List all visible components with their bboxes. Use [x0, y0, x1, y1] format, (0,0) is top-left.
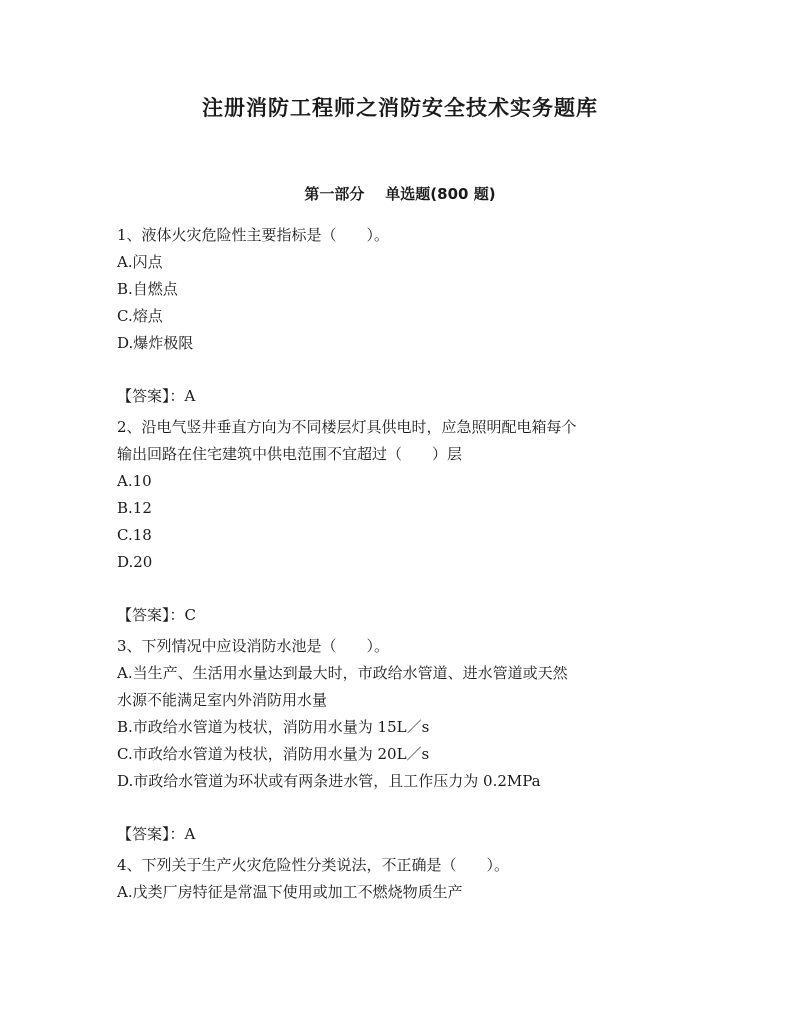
question-stem: 1、液体火灾危险性主要指标是（ ）。 — [117, 226, 390, 244]
option-a: A.当生产、生活用水量达到最大时，市政给水管道、进水管道或天然 — [117, 664, 568, 682]
option-c: C.市政给水管道为枝状，消防用水量为 20L／s — [117, 745, 430, 763]
answer-label: 【答案】： — [117, 825, 185, 843]
answer — [117, 383, 687, 410]
option-c: C.熔点 — [117, 307, 163, 325]
question-stem: 2、沿电气竖井垂直方向为不同楼层灯具供电时，应急照明配电箱每个 — [117, 418, 577, 436]
question-4 — [117, 852, 687, 906]
option-a: A.戊类厂房特征是常温下使用或加工不燃烧物质生产 — [117, 883, 463, 901]
question-stem-cont: 输出回路在住宅建筑中供电范围不宜超过（ ）层 — [117, 445, 463, 463]
section-title: 第一部分 单选题(800 题) — [304, 185, 496, 203]
option-d: D.爆炸极限 — [117, 334, 194, 352]
answer — [117, 821, 687, 848]
option-a: A.10 — [117, 472, 152, 490]
question-3 — [117, 633, 687, 848]
option-a-cont: 水源不能满足室内外消防用水量 — [117, 691, 328, 709]
answer-value: A — [184, 825, 196, 843]
answer — [117, 602, 687, 629]
option-c: C.18 — [117, 526, 152, 544]
question-stem: 4、下列关于生产火灾危险性分类说法，不正确是（ ）。 — [117, 856, 510, 874]
document-title: 注册消防工程师之消防安全技术实务题库 — [202, 96, 598, 120]
option-b: B.市政给水管道为枝状，消防用水量为 15L／s — [117, 718, 430, 736]
question-stem: 3、下列情况中应设消防水池是（ ）。 — [117, 637, 390, 655]
answer-label: 【答案】： — [117, 606, 185, 624]
option-b: B.12 — [117, 499, 152, 517]
answer-value: A — [184, 387, 196, 405]
question-2 — [117, 414, 687, 629]
answer-label: 【答案】： — [117, 387, 185, 405]
option-b: B.自燃点 — [117, 280, 178, 298]
option-d: D.20 — [117, 553, 153, 571]
option-a: A.闪点 — [117, 253, 163, 271]
question-1 — [117, 222, 687, 410]
answer-value: C — [184, 606, 196, 624]
option-d: D.市政给水管道为环状或有两条进水管，且工作压力为 0.2MPa — [117, 772, 541, 790]
question-list — [117, 222, 687, 906]
